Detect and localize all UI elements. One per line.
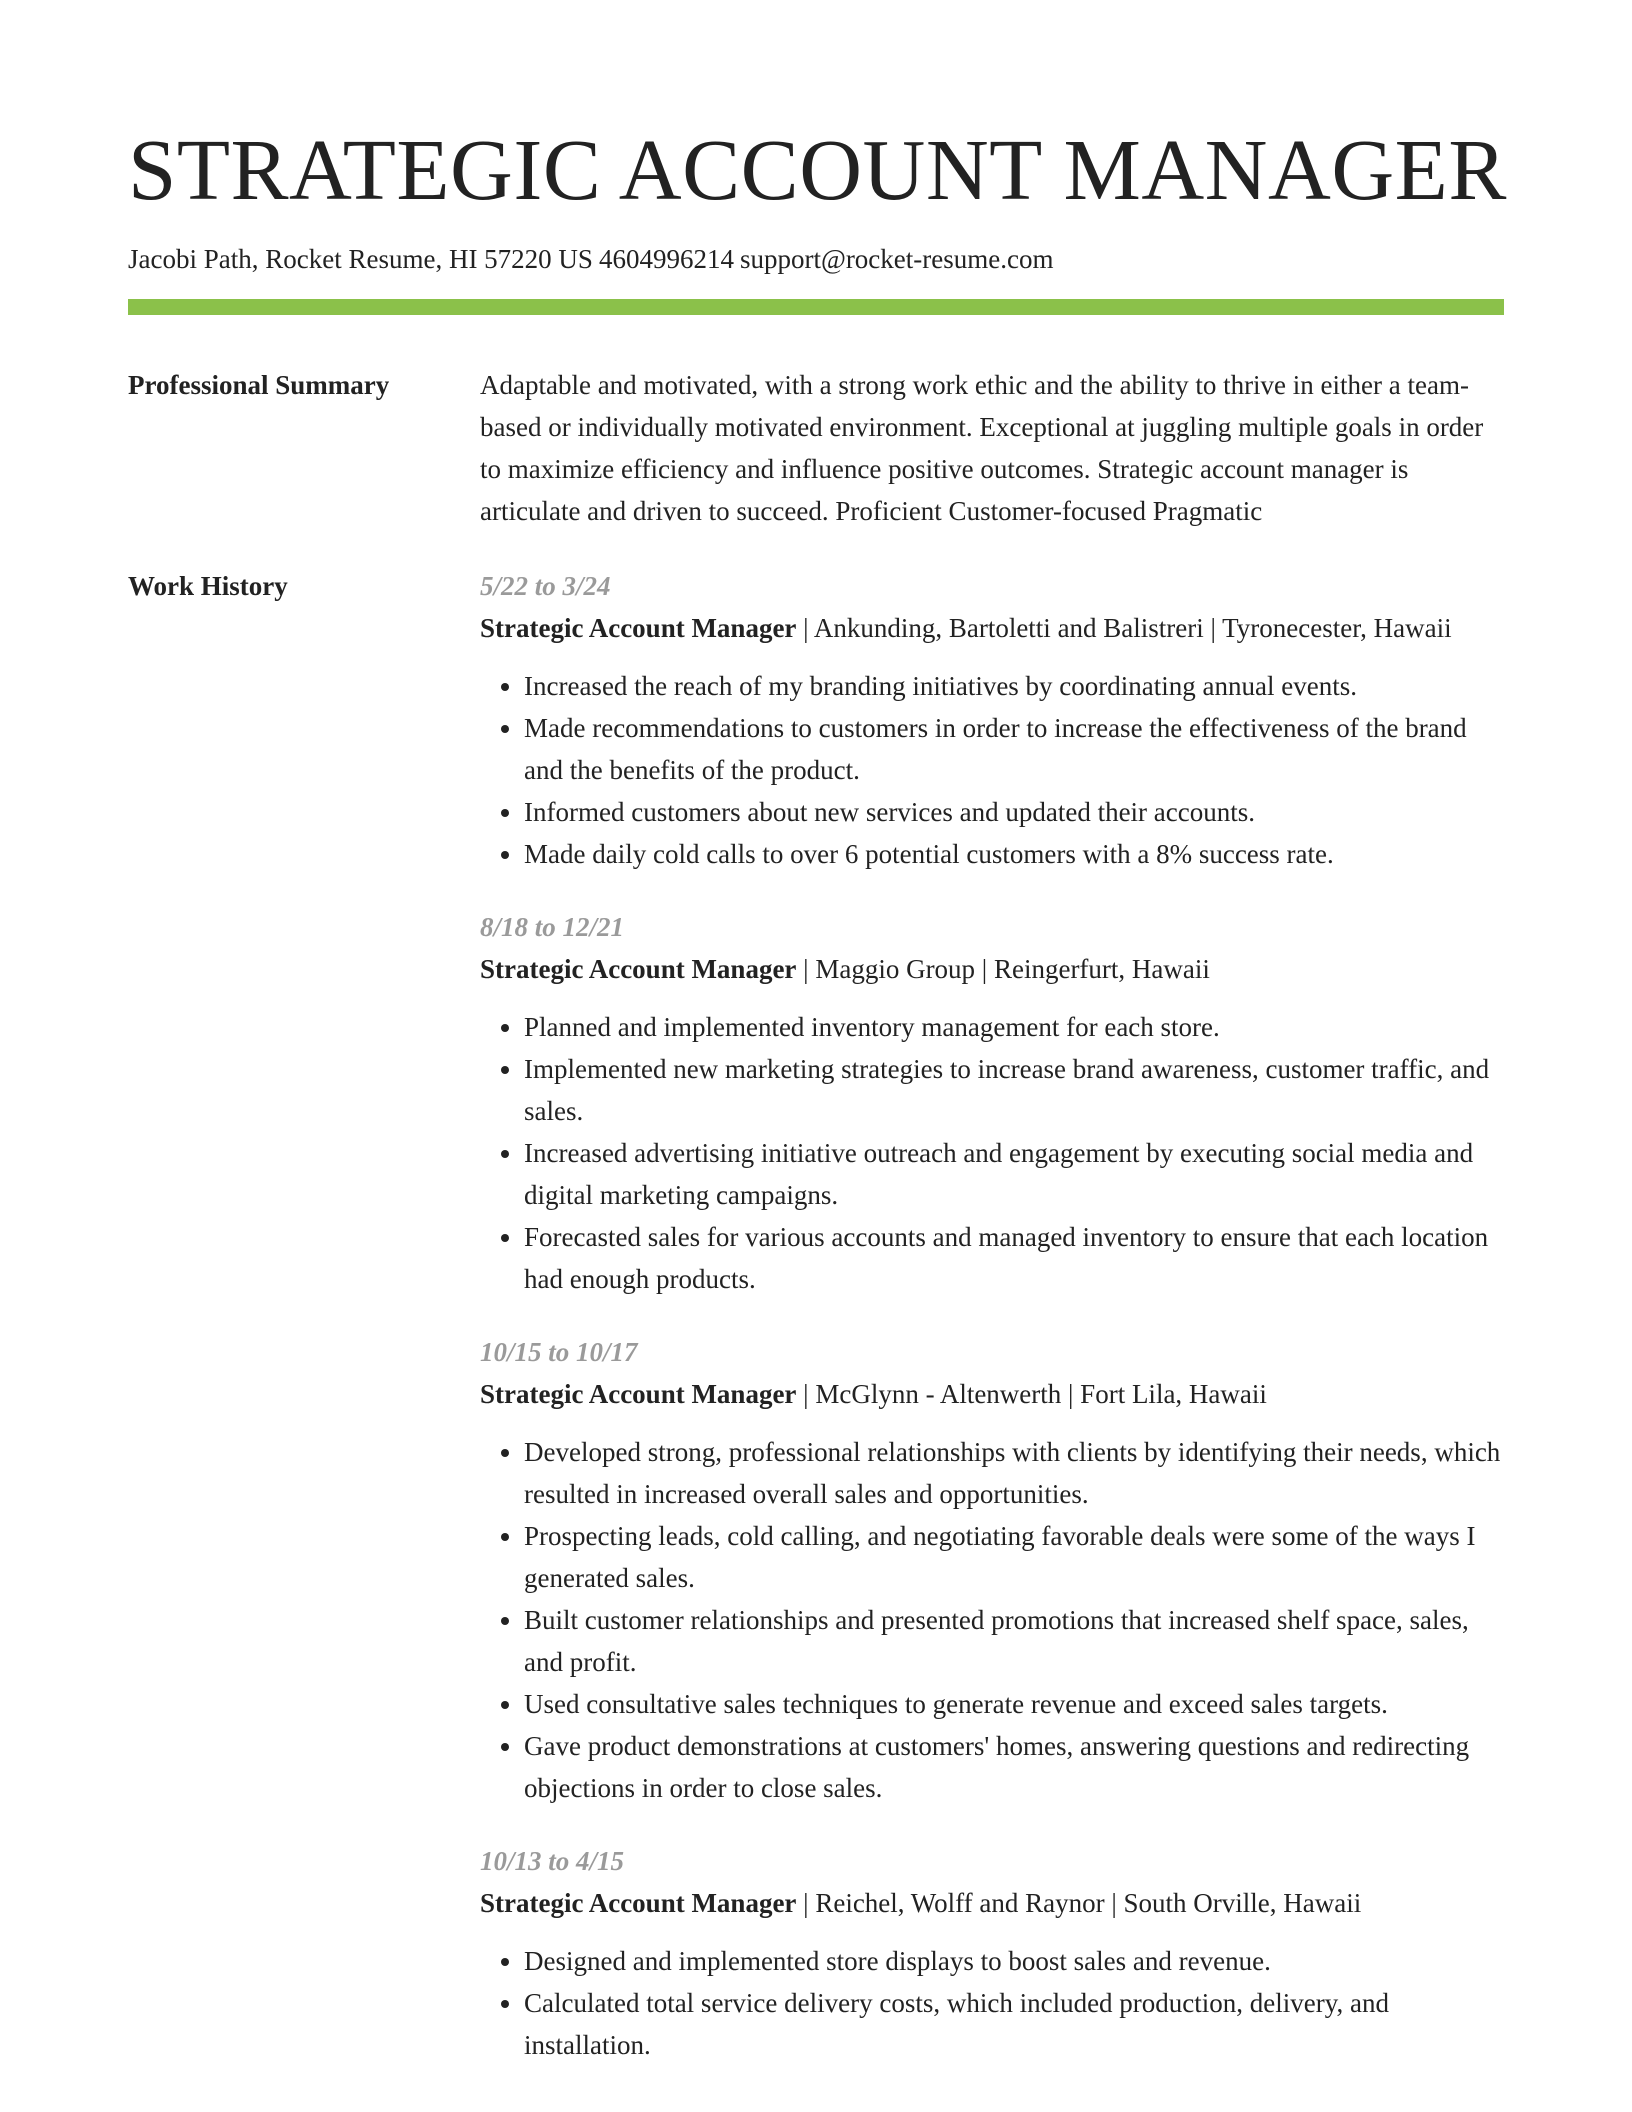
job-bullet: • Prospecting leads, cold calling, and negotiating favorable deals were some of the ways I generated sales.	[524, 1515, 1504, 1599]
work-history-heading: Work History	[128, 571, 288, 601]
job-bullet-list	[480, 1431, 1504, 1809]
contact-phone: 4604996214	[598, 244, 734, 274]
job-title-line	[480, 1373, 1504, 1415]
accent-divider	[128, 299, 1504, 315]
job-title-line	[480, 948, 1504, 990]
summary-section	[128, 364, 1504, 532]
job-company-location: | Maggio Group | Reingerfurt, Hawaii	[796, 954, 1210, 984]
job-role: Strategic Account Manager	[480, 1888, 797, 1918]
job-bullet-list	[480, 1006, 1504, 1300]
resume-page	[128, 0, 1507, 2097]
job-bullet: • Used consultative sales techniques to generate revenue and exceed sales targets.	[524, 1683, 1504, 1725]
job-bullet: • Calculated total service delivery costs, which included production, delivery, and installation.	[524, 1982, 1504, 2066]
job-bullet: • Built customer relationships and presented promotions that increased shelf space, sales, and profit.	[524, 1599, 1504, 1683]
job-bullet: • Informed customers about new services and updated their accounts.	[524, 791, 1504, 833]
job-dates: 5/22 to 3/24	[480, 571, 611, 601]
job-bullet: • Increased advertising initiative outreach and engagement by executing social media and digital marketing campaigns.	[524, 1132, 1504, 1216]
job-entry	[480, 1840, 1504, 2066]
job-role: Strategic Account Manager	[480, 954, 797, 984]
work-history-section	[128, 565, 1504, 2097]
job-dates: 8/18 to 12/21	[480, 912, 625, 942]
job-bullet-list	[480, 1940, 1504, 2066]
job-role: Strategic Account Manager	[480, 1379, 797, 1409]
job-entry	[480, 565, 1504, 875]
job-bullet: • Designed and implemented store displays to boost sales and revenue.	[524, 1940, 1504, 1982]
job-bullet: • Made recommendations to customers in order to increase the effectiveness of the brand and the benefits of the product.	[524, 707, 1504, 791]
job-role: Strategic Account Manager	[480, 613, 797, 643]
work-history-list	[480, 565, 1504, 2097]
job-dates: 10/13 to 4/15	[480, 1846, 625, 1876]
job-dates: 10/15 to 10/17	[480, 1337, 638, 1367]
job-bullet: • Developed strong, professional relationships with clients by identifying their needs, which resulted in increased overall sales and opportunities.	[524, 1431, 1504, 1515]
job-entry	[480, 906, 1504, 1300]
contact-line	[128, 242, 1504, 276]
job-company-location: | Ankunding, Bartoletti and Balistreri | Tyronecester, Hawaii	[796, 613, 1452, 643]
job-title-line	[480, 607, 1504, 649]
job-bullet: • Implemented new marketing strategies to increase brand awareness, customer traffic, and sales.	[524, 1048, 1504, 1132]
job-bullet: • Planned and implemented inventory management for each store.	[524, 1006, 1504, 1048]
job-company-location: | McGlynn - Altenwerth | Fort Lila, Hawaii	[796, 1379, 1267, 1409]
job-bullet: • Made daily cold calls to over 6 potential customers with a 8% success rate.	[524, 833, 1504, 875]
resume-name-heading: STRATEGIC ACCOUNT MANAGER	[128, 121, 1507, 218]
job-entry	[480, 1331, 1504, 1809]
summary-heading: Professional Summary	[128, 370, 390, 400]
job-bullet: • Gave product demonstrations at customers' homes, answering questions and redirecting objections in order to close sales.	[524, 1725, 1504, 1809]
job-bullet-list	[480, 665, 1504, 875]
job-title-line	[480, 1882, 1504, 1924]
job-bullet: • Forecasted sales for various accounts and managed inventory to ensure that each location had enough products.	[524, 1216, 1504, 1300]
job-bullet: • Increased the reach of my branding initiatives by coordinating annual events.	[524, 665, 1504, 707]
contact-email: support@rocket-resume.com	[739, 244, 1054, 274]
job-company-location: | Reichel, Wolff and Raynor | South Orville, Hawaii	[796, 1888, 1362, 1918]
contact-address: Jacobi Path, Rocket Resume, HI 57220 US	[128, 244, 593, 274]
summary-text: Adaptable and motivated, with a strong work ethic and the ability to thrive in either a team-based or individually motivated environment. Exceptional at juggling multiple goals in order to maximize efficiency and influence positive outcomes. Strategic account manager is articulate and driven to succeed. Proficient Customer-focused Pragmatic	[480, 370, 1484, 526]
